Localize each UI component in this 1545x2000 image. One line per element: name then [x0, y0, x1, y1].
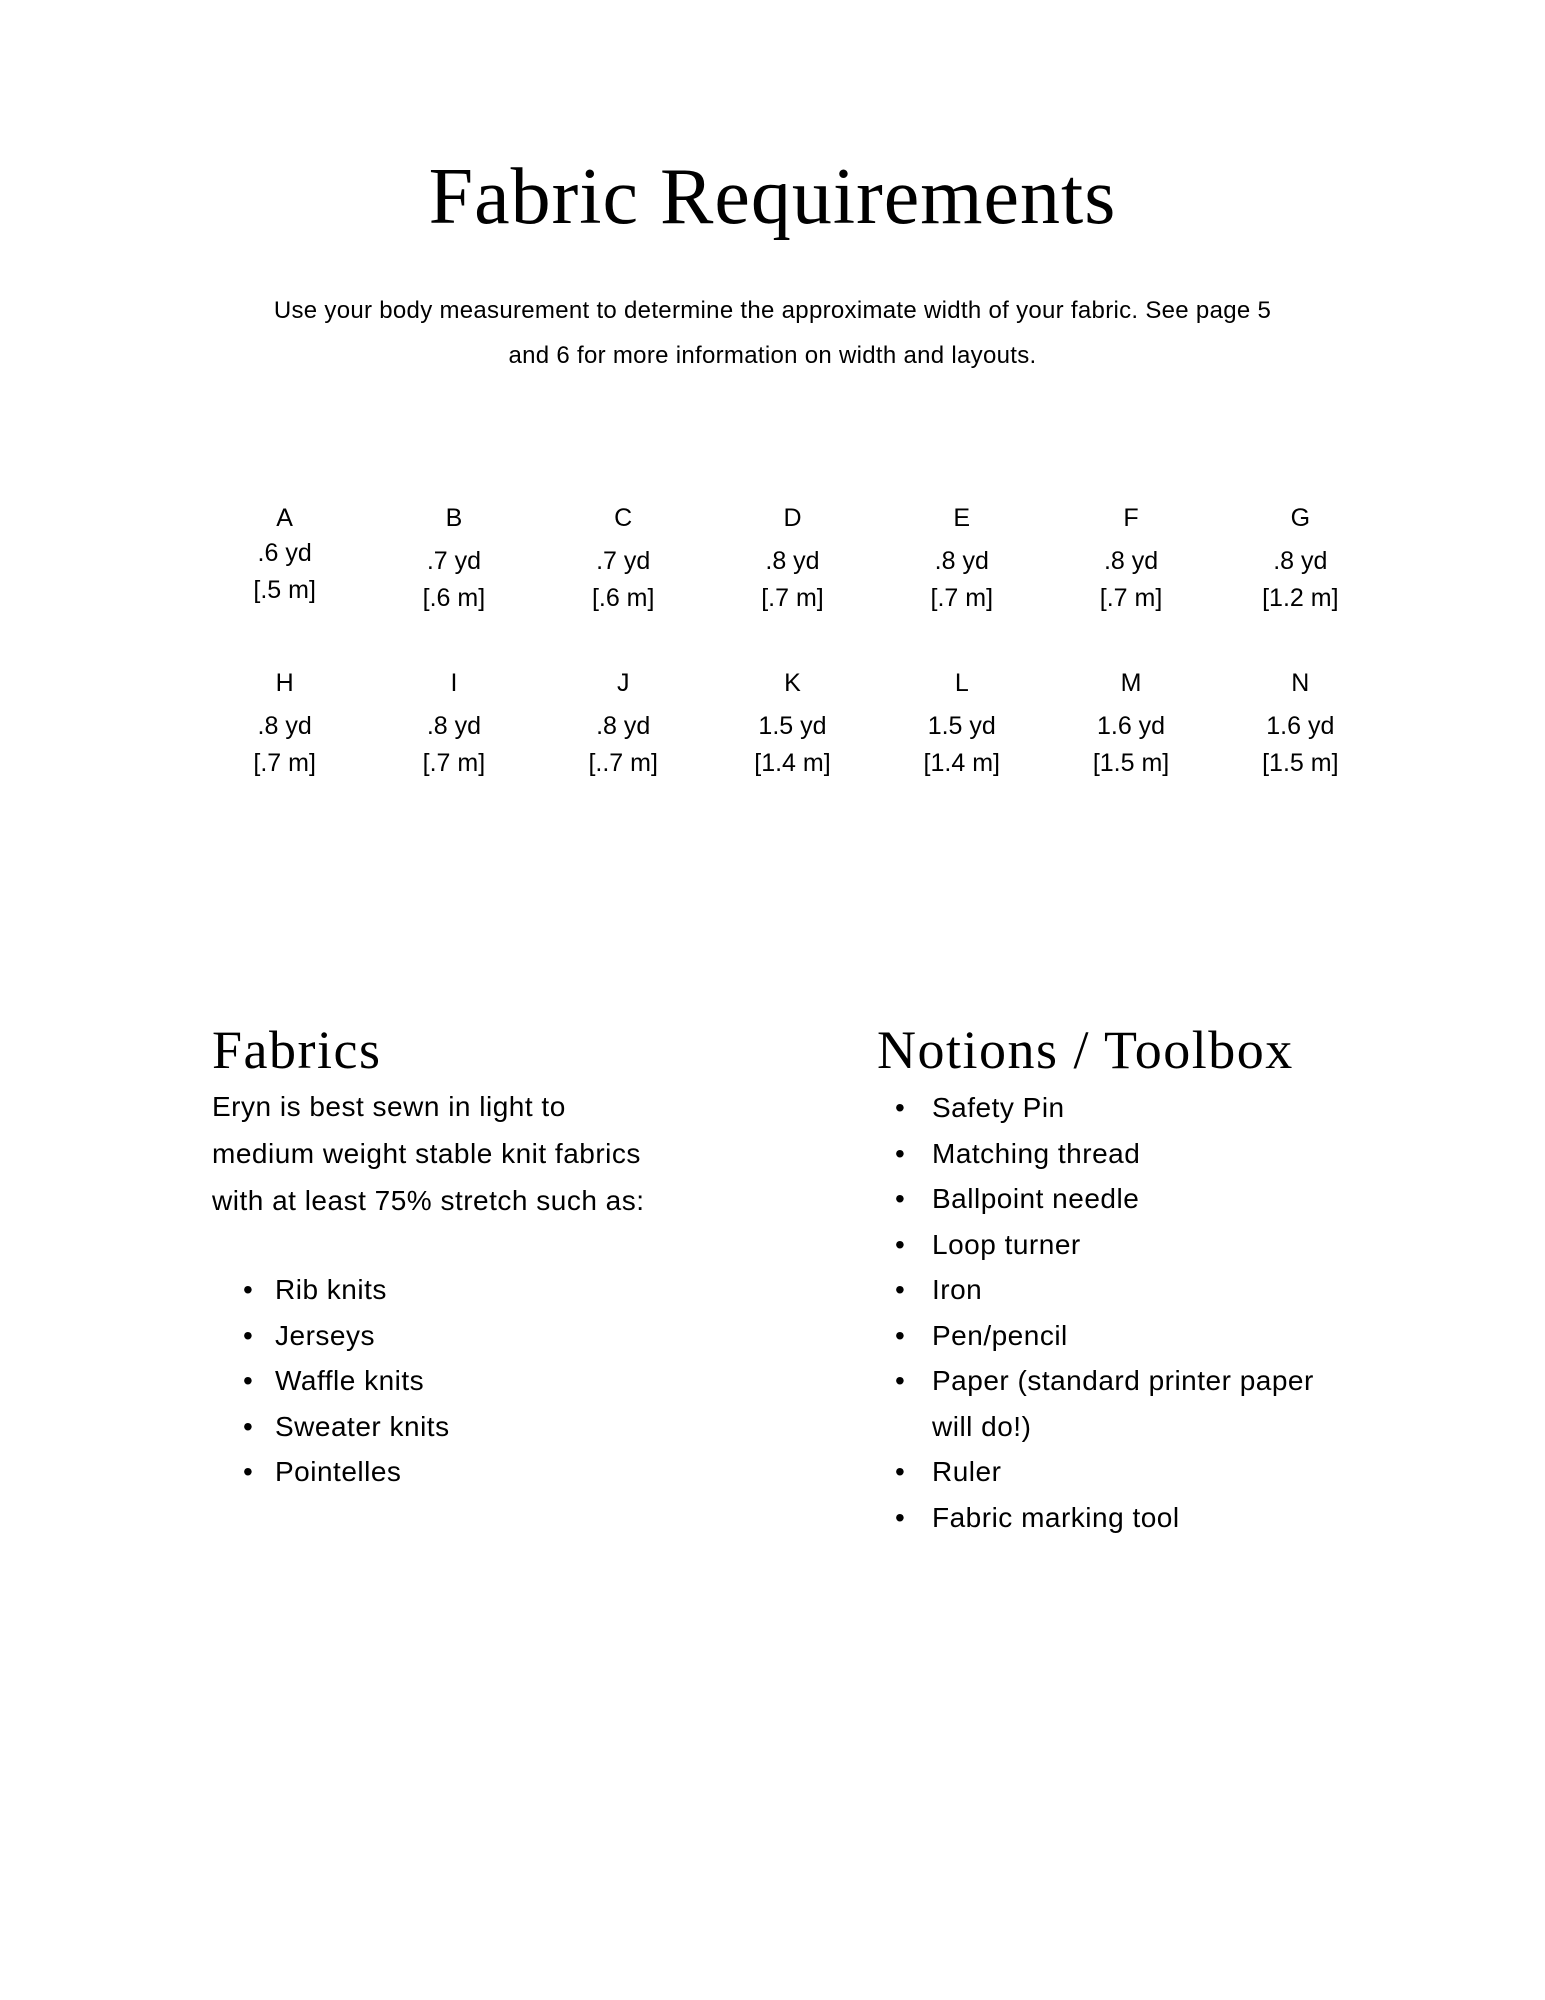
fabrics-intro-line: Eryn is best sewn in light to	[212, 1091, 566, 1122]
size-meters: [1.2 m]	[1262, 584, 1339, 612]
list-item-text: Iron	[932, 1274, 983, 1305]
size-cell	[708, 498, 877, 617]
size-letter: M	[1120, 669, 1142, 697]
size-cell	[1046, 663, 1215, 782]
list-item	[243, 1267, 792, 1313]
size-cell	[1216, 663, 1385, 782]
size-meters: [.6 m]	[422, 584, 486, 612]
list-item	[243, 1449, 792, 1495]
size-cell	[1216, 498, 1385, 617]
list-item-text: Fabric marking tool	[932, 1501, 1180, 1533]
size-letter: A	[276, 504, 293, 532]
size-letter: D	[783, 504, 802, 532]
bullet-icon: •	[243, 1274, 254, 1305]
size-cell	[539, 663, 708, 782]
size-letter: C	[614, 504, 633, 532]
size-yardage: .8 yd	[934, 547, 989, 575]
list-item-text: Pointelles	[275, 1456, 402, 1487]
intro-paragraph	[0, 288, 1545, 378]
fabrics-heading: Fabrics	[212, 1020, 382, 1080]
size-cell	[539, 498, 708, 617]
list-item-text: Ballpoint needle	[932, 1183, 1140, 1214]
list-item-text: Ruler	[932, 1456, 1002, 1487]
size-cell	[877, 663, 1046, 782]
list-item-text: Loop turner	[932, 1228, 1081, 1260]
list-item-text: Matching thread	[932, 1137, 1141, 1169]
fabrics-section	[212, 1020, 792, 1495]
size-letter: N	[1291, 669, 1310, 697]
fabrics-intro-line: medium weight stable knit fabrics	[212, 1138, 641, 1169]
bullet-icon: •	[243, 1319, 254, 1351]
list-item	[895, 1313, 1417, 1359]
notions-section	[877, 1020, 1417, 1540]
size-meters: [1.4 m]	[754, 749, 831, 777]
size-yardage: .8 yd	[257, 712, 312, 740]
bullet-icon: •	[895, 1228, 906, 1260]
size-cell	[369, 663, 538, 782]
size-yardage: .8 yd	[596, 712, 651, 740]
list-item-text: Waffle knits	[275, 1365, 425, 1396]
size-cell	[200, 663, 369, 782]
bullet-icon: •	[895, 1365, 906, 1396]
size-cell	[708, 663, 877, 782]
list-item-text: Jerseys	[275, 1319, 375, 1351]
size-letter: J	[616, 669, 630, 697]
list-item-text: Rib knits	[275, 1274, 387, 1305]
list-item	[895, 1131, 1417, 1177]
size-letter: K	[784, 669, 801, 697]
list-item	[243, 1313, 792, 1359]
size-yardage: .7 yd	[596, 547, 651, 575]
size-letter: E	[953, 504, 971, 532]
size-letter: I	[450, 669, 458, 697]
intro-line: Use your body measurement to determine the approximate width of your fabric. See page 5	[273, 297, 1272, 324]
notions-heading: Notions / Toolbox	[877, 1020, 1294, 1080]
list-item-text: Pen/pencil	[932, 1319, 1068, 1351]
bullet-icon: •	[243, 1410, 254, 1442]
page-title: Fabric Requirements	[428, 153, 1117, 241]
list-item	[895, 1222, 1417, 1268]
size-meters: [.7 m]	[253, 749, 316, 777]
size-cell	[877, 498, 1046, 617]
bullet-icon: •	[895, 1319, 906, 1351]
fabric-requirements-table	[200, 498, 1385, 782]
intro-line: and 6 for more information on width and layouts.	[508, 342, 1037, 369]
fabrics-intro-line: with at least 75% stretch such as:	[212, 1185, 645, 1216]
size-meters: [.7 m]	[761, 584, 824, 612]
size-meters: [.7 m]	[930, 584, 994, 612]
size-meters: [..7 m]	[588, 749, 658, 777]
size-yardage: .8 yd	[426, 712, 482, 740]
size-yardage: 1.6 yd	[1266, 712, 1335, 740]
bullet-icon: •	[895, 1183, 906, 1214]
size-meters: [1.4 m]	[923, 749, 1000, 777]
size-letter: G	[1290, 504, 1311, 532]
size-yardage: 1.6 yd	[1096, 712, 1166, 740]
list-item-text: Sweater knits	[275, 1410, 450, 1442]
fabrics-intro	[212, 1083, 792, 1224]
size-letter: B	[445, 504, 463, 532]
size-meters: [.7 m]	[1099, 584, 1163, 612]
size-cell	[1046, 498, 1215, 617]
list-item	[895, 1495, 1417, 1541]
list-item	[243, 1358, 792, 1404]
size-yardage: .6 yd	[257, 539, 312, 567]
bullet-icon: •	[895, 1456, 906, 1487]
size-meters: [.7 m]	[422, 749, 486, 777]
list-item	[895, 1176, 1417, 1222]
list-item	[895, 1358, 1417, 1449]
size-letter: H	[275, 669, 294, 697]
size-letter: F	[1123, 504, 1139, 532]
list-item	[243, 1404, 792, 1450]
size-row-a-g	[200, 498, 1385, 617]
list-item-text: Safety Pin	[932, 1092, 1065, 1123]
fabrics-list	[212, 1267, 792, 1495]
bullet-icon: •	[895, 1092, 906, 1123]
size-meters: [1.5 m]	[1262, 749, 1339, 777]
size-yardage: 1.5 yd	[758, 712, 827, 740]
size-yardage: .8 yd	[765, 547, 820, 575]
bullet-icon: •	[895, 1501, 906, 1533]
size-letter: L	[954, 669, 969, 697]
bullet-icon: •	[895, 1274, 906, 1305]
bullet-icon: •	[243, 1365, 254, 1396]
list-item	[895, 1449, 1417, 1495]
size-yardage: 1.5 yd	[927, 712, 996, 740]
size-yardage: .7 yd	[426, 547, 482, 575]
size-meters: [.6 m]	[591, 584, 655, 612]
list-item	[895, 1085, 1417, 1131]
size-cell	[200, 498, 369, 617]
list-item-text: Paper (standard printer paper will do!)	[932, 1365, 1314, 1442]
size-cell	[369, 498, 538, 617]
size-meters: [.5 m]	[253, 576, 316, 604]
notions-list	[877, 1085, 1417, 1540]
size-yardage: .8 yd	[1103, 547, 1159, 575]
size-meters: [1.5 m]	[1092, 749, 1170, 777]
list-item	[895, 1267, 1417, 1313]
size-row-h-n	[200, 663, 1385, 782]
bullet-icon: •	[243, 1456, 254, 1487]
bullet-icon: •	[895, 1137, 906, 1169]
size-yardage: .8 yd	[1273, 547, 1328, 575]
